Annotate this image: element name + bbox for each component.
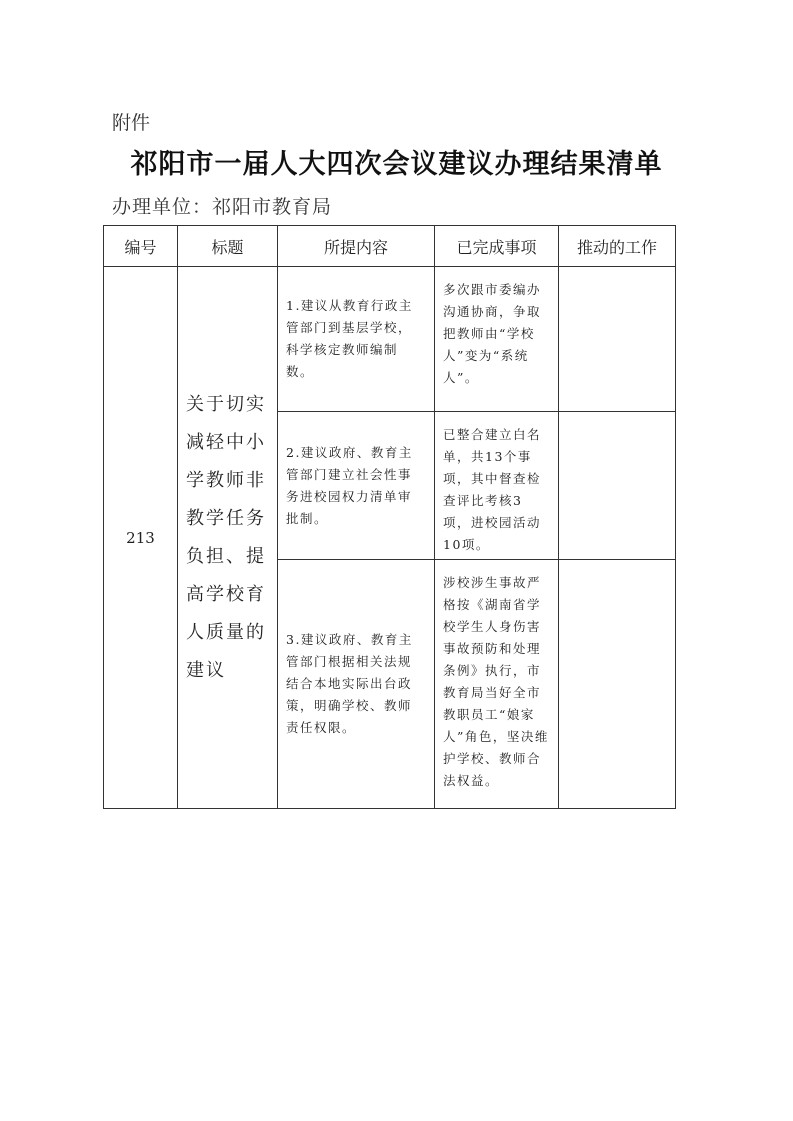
push-cell <box>559 412 676 560</box>
push-cell <box>559 560 676 809</box>
header-title: 标题 <box>178 226 278 267</box>
done-text: 多次跟市委编办沟通协商，争取把教师由“学校人”变为“系统人”。 <box>443 282 542 385</box>
document-title: 祁阳市一届人大四次会议建议办理结果清单 <box>130 149 663 180</box>
handling-unit: 办理单位：祁阳市教育局 <box>112 196 333 218</box>
table-header-row <box>104 226 676 267</box>
done-cell <box>435 267 559 412</box>
suggestion-topic: 关于切实减轻中小学教师非教学任务负担、提高学校育人质量的建议 <box>186 393 266 681</box>
header-number: 编号 <box>104 226 178 267</box>
done-text: 涉校涉生事故严格按《湖南省学校学生人身伤害事故预防和处理条例》执行，市教育局当好全市教职员工“娘家人”角色，坚决维护学校、教师合法权益。 <box>443 575 549 788</box>
content-text: 2.建议政府、教育主管部门建立社会性事务进校园权力清单审批制。 <box>286 444 413 526</box>
content-text: 1.建议从教育行政主管部门到基层学校，科学核定教师编制数。 <box>286 298 413 379</box>
content-cell <box>278 412 435 560</box>
header-content: 所提内容 <box>278 226 435 267</box>
content-text: 3.建议政府、教育主管部门根据相关法规结合本地实际出台政策，明确学校、教师责任权限。 <box>286 632 413 735</box>
done-text: 已整合建立白名单，共13个事项，其中督查检查评比考核3项，进校园活动10项。 <box>443 427 542 552</box>
results-table <box>103 225 676 809</box>
content-cell <box>278 267 435 412</box>
push-cell <box>559 267 676 412</box>
suggestion-topic-cell <box>178 267 278 809</box>
header-completed: 已完成事项 <box>435 226 559 267</box>
table-row <box>104 267 676 412</box>
attachment-label: 附件 <box>112 112 151 134</box>
header-ongoing-work: 推动的工作 <box>559 226 676 267</box>
done-cell <box>435 560 559 809</box>
content-cell <box>278 560 435 809</box>
done-cell <box>435 412 559 560</box>
suggestion-number: 213 <box>104 267 178 809</box>
